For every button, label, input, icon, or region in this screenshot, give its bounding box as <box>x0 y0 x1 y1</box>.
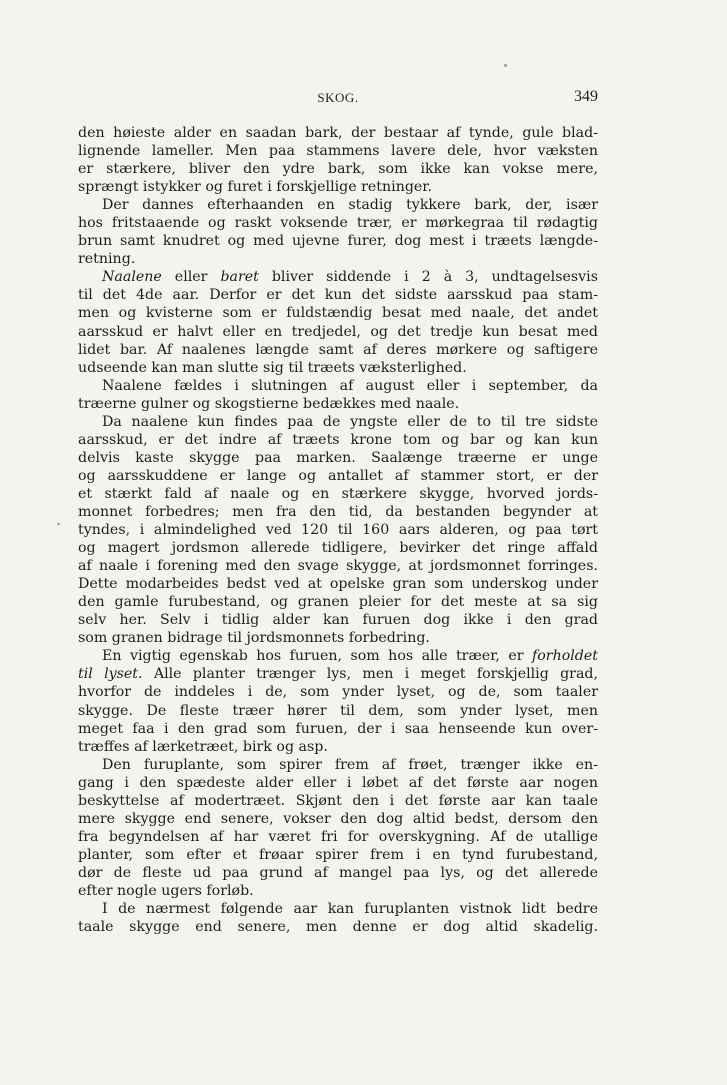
text-line: hvorfor de inddeles i de, som ynder lyset, og de, som taaler <box>78 684 598 701</box>
text-line: Da naalene kun findes paa de yngste eller de to til tre sidste <box>102 413 598 430</box>
text-line: En vigtig egenskab hos furuen, som hos alle træer, er forholdet <box>102 648 598 665</box>
text-line: træffes af lærketræet, birk og asp. <box>78 738 328 755</box>
text-line: er stærkere, bliver den ydre bark, som ikke kan vokse mere, <box>78 161 598 178</box>
text-line: udseende kan man slutte sig til træets væksterlighed. <box>78 359 467 376</box>
text-line: Naalene eller baret bliver siddende i 2 à 3, undtagelsesvis <box>102 269 598 286</box>
text-line: delvis kaste skygge paa marken. Saalænge træerne er unge <box>78 449 598 466</box>
text-line: fra begyndelsen af har været fri for overskygning. Af de utallige <box>78 828 598 845</box>
body-text <box>78 124 598 936</box>
text-line: Den furuplante, som spirer frem af frøet, trænger ikke en- <box>102 756 598 773</box>
text-line: til det 4de aar. Derfor er det kun det sidste aarsskud paa stam- <box>78 287 598 304</box>
text-line: sprængt istykker og furet i forskjellige retninger. <box>78 179 433 196</box>
text-line: lidet bar. Af naalenes længde samt af deres mørkere og saftigere <box>78 341 598 358</box>
text-line: og aarsskuddene er lange og antallet af stammer stort, er der <box>78 467 598 484</box>
text-line: den gamle furubestand, og granen pleier for det meste at sa sig <box>78 594 598 611</box>
text-line: efter nogle ugers forløb. <box>78 882 254 899</box>
text-line: og magert jordsmon allerede tidligere, bevirker det ringe affald <box>78 540 598 557</box>
text-line: tyndes, i almindelighed ved 120 til 160 aars alderen, og paa tørt <box>78 522 598 539</box>
text-line: skygge. De fleste træer hører til dem, som ynder lyset, men <box>78 702 598 719</box>
text-line: den høieste alder en saadan bark, der bestaar af tynde, gule blad- <box>78 125 598 141</box>
text-line: selv her. Selv i tidlig alder kan furuen dog ikke i den grad <box>78 612 598 629</box>
text-line: gang i den spædeste alder eller i løbet af det første aar nogen <box>78 774 598 791</box>
text-line: dør de fleste ud paa grund af mangel paa lys, og det allerede <box>78 864 598 881</box>
text-line: I de nærmest følgende aar kan furuplanten vistnok lidt bedre <box>102 901 598 918</box>
text-line: monnet forbedres; men fra den tid, da bestanden begynder at <box>78 503 598 520</box>
text-line: Dette modarbeides bedst ved at opelske gran som underskog under <box>78 576 598 593</box>
text-line: lignende lameller. Men paa stammens lavere dele, hvor væksten <box>78 143 598 160</box>
text-line: træerne gulner og skogstierne bedækkes med naale. <box>78 395 460 412</box>
text-line: taale skygge end senere, men denne er dog altid skadelig. <box>78 919 598 936</box>
text-line: meget faa i den grad som furuen, der i saa henseende kun over- <box>78 720 598 737</box>
text-line: aarsskud, er det indre af træets krone tom og bar og kan kun <box>78 431 598 448</box>
running-head <box>78 88 598 108</box>
text-line: aarsskud er halvt eller en tredjedel, og det tredje kun besat med <box>78 323 598 340</box>
print-speck <box>57 523 60 525</box>
text-line: brun samt knudret og med ujevne furer, dog mest i træets længde- <box>78 233 598 250</box>
text-line: Naalene fældes i slutningen af august eller i september, da <box>102 377 598 394</box>
text-line: til lyset. Alle planter trænger lys, men i meget forskjellig grad, <box>78 666 599 683</box>
text-line: Der dannes efterhaanden en stadig tykkere bark, der, især <box>102 197 598 214</box>
print-speck <box>504 64 507 67</box>
text-line: retning. <box>78 251 136 268</box>
running-title: SKOG. <box>317 90 359 105</box>
text-line: men og kvisterne som er fuldstændig besat med naale, det andet <box>78 305 598 322</box>
text-line: hos fritstaaende og raskt voksende trær, er mørkegraa til rødagtig <box>78 215 598 232</box>
text-line: mere skygge end senere, vokser den dog altid bedst, dersom den <box>78 810 598 827</box>
text-line: af naale i forening med den svage skygge, at jordsmonnet forringes. <box>78 558 598 575</box>
text-line: planter, som efter et frøaar spirer frem i en tynd furubestand, <box>78 846 598 863</box>
text-line: et stærkt fald af naale og en stærkere skygge, hvorved jords- <box>78 485 598 502</box>
text-line: beskyttelse af modertræet. Skjønt den i det første aar kan taale <box>78 792 598 809</box>
page-number: 349 <box>574 88 598 105</box>
text-line: som granen bidrage til jordsmonnets forbedring. <box>78 630 430 647</box>
